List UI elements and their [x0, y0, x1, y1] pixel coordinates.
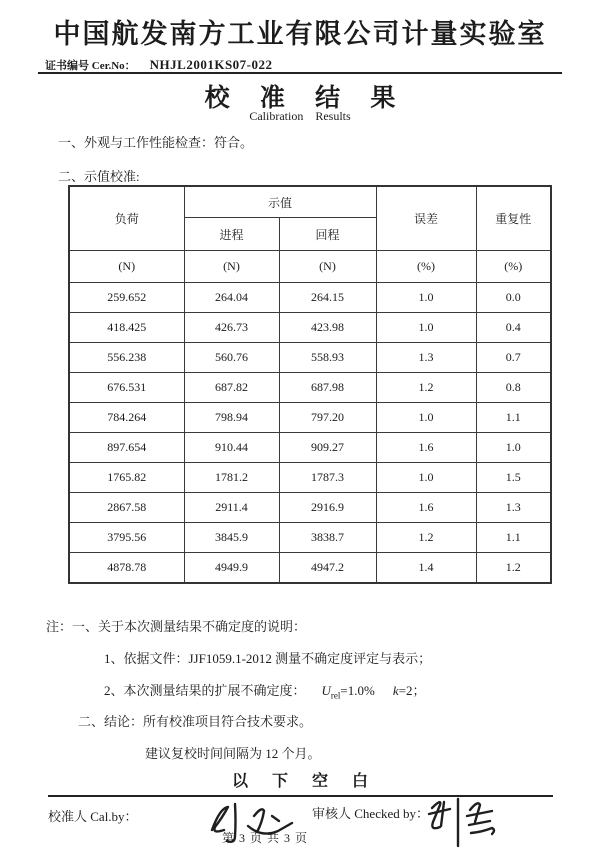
section-indication-calibration: 二、示值校准:: [58, 169, 140, 184]
calibration-table: [68, 185, 552, 584]
table-cell: 423.98: [279, 313, 376, 343]
table-cell: 897.654: [69, 433, 184, 463]
table-cell: 1.0: [376, 313, 476, 343]
table-row: [69, 313, 551, 343]
u-value: =1.0%: [340, 683, 375, 698]
unit-cell: (N): [69, 251, 184, 283]
table-cell: 3838.7: [279, 523, 376, 553]
table-cell: 1.2: [376, 373, 476, 403]
table-row: [69, 433, 551, 463]
table-units-row: [69, 251, 551, 283]
table-cell: 0.0: [476, 283, 551, 313]
table-cell: 1.2: [476, 553, 551, 584]
table-cell: 4878.78: [69, 553, 184, 584]
cert-number-label: 证书编号 Cer.No：: [45, 60, 136, 72]
table-cell: 2867.58: [69, 493, 184, 523]
table-cell: 1.3: [476, 493, 551, 523]
k-value: =2；: [398, 683, 426, 698]
k-symbol: k: [392, 683, 399, 698]
note-conclusion: 二、结论：所有校准项目符合技术要求。: [78, 714, 313, 729]
table-cell: 0.7: [476, 343, 551, 373]
note-heading: 注：一、关于本次测量结果不确定度的说明：: [46, 619, 307, 634]
note-uncertainty: [104, 680, 425, 701]
table-cell: 798.94: [184, 403, 279, 433]
table-cell: 560.76: [184, 343, 279, 373]
col-header-load: 负荷: [69, 186, 184, 251]
table-cell: 0.4: [476, 313, 551, 343]
table-row: [69, 493, 551, 523]
note-recalibration-interval: 建议复校时间间隔为 12 个月。: [145, 746, 321, 761]
col-header-repeatability: 重复性: [476, 186, 551, 251]
col-header-error: 误差: [376, 186, 476, 251]
table-cell: 1.5: [476, 463, 551, 493]
table-cell: 1.3: [376, 343, 476, 373]
table-row: [69, 553, 551, 584]
checker-signature: [422, 792, 517, 852]
table-cell: 1.6: [376, 493, 476, 523]
header-divider: [38, 72, 562, 74]
table-cell: 4947.2: [279, 553, 376, 584]
table-cell: 1.1: [476, 403, 551, 433]
table-row: [69, 403, 551, 433]
table-cell: 426.73: [184, 313, 279, 343]
table-cell: 1.0: [376, 403, 476, 433]
table-cell: 418.425: [69, 313, 184, 343]
table-cell: 0.8: [476, 373, 551, 403]
table-header-row-1: [69, 186, 551, 218]
document-title-en: Calibration Results: [249, 109, 351, 123]
table-cell: 1.0: [376, 463, 476, 493]
col-header-backward: 回程: [279, 218, 376, 251]
blank-below-label: 以 下 空 白: [231, 773, 378, 790]
table-row: [69, 283, 551, 313]
lab-title: 中国航发南方工业有限公司计量实验室: [53, 19, 547, 49]
unit-cell: (%): [476, 251, 551, 283]
table-cell: 556.238: [69, 343, 184, 373]
table-cell: 1.0: [476, 433, 551, 463]
cert-number-value: NHJL2001KS07-022: [149, 57, 273, 72]
k-part: [393, 683, 426, 698]
calibrator-label: 校准人 Cal.by：: [48, 809, 138, 824]
table-cell: 259.652: [69, 283, 184, 313]
col-header-indication: 示值: [184, 186, 376, 218]
table-cell: 1.0: [376, 283, 476, 313]
table-row: [69, 373, 551, 403]
u-symbol: U: [321, 683, 331, 698]
table-cell: 3845.9: [184, 523, 279, 553]
unit-cell: (%): [376, 251, 476, 283]
note-basis-document: 1、依据文件：JJF1059.1-2012 测量不确定度评定与表示；: [104, 651, 432, 666]
note-uncertainty-prefix: 2、本次测量结果的扩展不确定度：: [104, 683, 306, 698]
checker-label: 审核人 Checked by：: [312, 806, 429, 821]
table-cell: 784.264: [69, 403, 184, 433]
table-cell: 797.20: [279, 403, 376, 433]
document-title-cn: 校 准 结 果: [204, 85, 408, 112]
unit-cell: (N): [279, 251, 376, 283]
page-number: 第 3 页 共 3 页: [222, 831, 309, 845]
table-cell: 687.98: [279, 373, 376, 403]
uncertainty-formula: [321, 683, 426, 701]
section-appearance-check: 一、外观与工作性能检查：符合。: [58, 135, 254, 150]
table-cell: 1765.82: [69, 463, 184, 493]
table-cell: 558.93: [279, 343, 376, 373]
table-cell: 264.04: [184, 283, 279, 313]
table-cell: 1.6: [376, 433, 476, 463]
table-cell: 1.2: [376, 523, 476, 553]
table-cell: 2916.9: [279, 493, 376, 523]
table-cell: 687.82: [184, 373, 279, 403]
table-cell: 264.15: [279, 283, 376, 313]
table-cell: 2911.4: [184, 493, 279, 523]
table-cell: 676.531: [69, 373, 184, 403]
table-cell: 909.27: [279, 433, 376, 463]
table-cell: 1.1: [476, 523, 551, 553]
table-cell: 1787.3: [279, 463, 376, 493]
table-cell: 1.4: [376, 553, 476, 584]
table-cell: 1781.2: [184, 463, 279, 493]
u-subscript: rel: [330, 690, 341, 701]
unit-cell: (N): [184, 251, 279, 283]
table-cell: 910.44: [184, 433, 279, 463]
table-row: [69, 523, 551, 553]
table-row: [69, 343, 551, 373]
table-cell: 4949.9: [184, 553, 279, 584]
table-row: [69, 463, 551, 493]
table-cell: 3795.56: [69, 523, 184, 553]
col-header-forward: 进程: [184, 218, 279, 251]
